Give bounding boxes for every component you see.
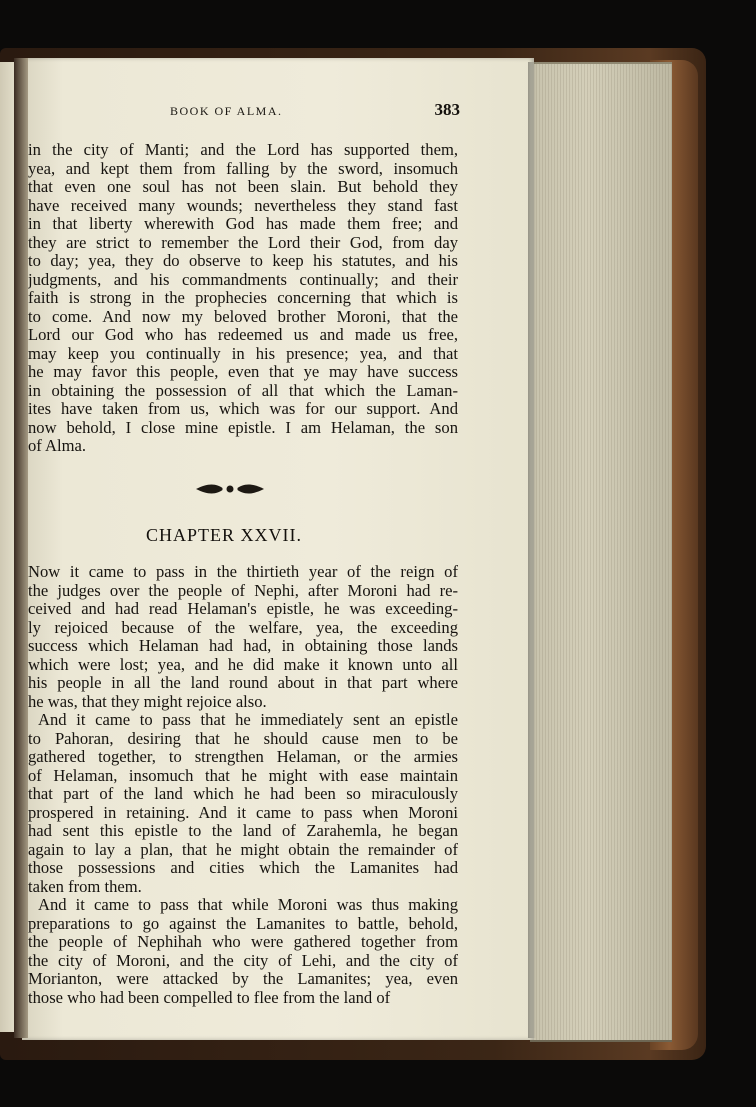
text-line: gathered together, to strengthen Helaman, or the armies [28, 748, 458, 766]
text-line: taken from them. [28, 877, 142, 896]
text-line: have received many wounds; nevertheless they stand fast [28, 196, 458, 215]
text-line: the judges over the people of Nephi, after Moroni had re- [28, 581, 458, 600]
text-line: Morianton, were attacked by the Lamanites; yea, even [28, 970, 458, 988]
page-number: 383 [434, 100, 460, 119]
text-line: he was, that they might rejoice also. [28, 692, 267, 711]
text-line: to come. And now my beloved brother Moroni, that the [28, 307, 458, 326]
text-line: Lord our God who has redeemed us and made us free, [28, 326, 458, 344]
text-line: had sent this epistle to the land of Zarahemla, he began [28, 822, 458, 840]
text-line: Now it came to pass in the thirtieth year of the reign of [28, 563, 458, 581]
text-line: prospered in retaining. And it came to pass when Moroni [28, 803, 458, 822]
text-line: that part of the land which he had been so miraculously [28, 785, 458, 803]
text-line: the city of Moroni, and the city of Lehi, and the city of [28, 951, 458, 970]
page-stack-edge [530, 62, 672, 1042]
text-line: success which Helaman had had, in obtaining those lands [28, 637, 458, 655]
text-line: to day; yea, they do observe to keep his statutes, and his [28, 252, 458, 270]
page-stack-shadow [528, 62, 536, 1038]
chapter-heading: CHAPTER XXVII. [146, 525, 302, 545]
text-line: And it came to pass that he immediately sent an epistle [38, 711, 458, 729]
text-line: yea, and kept them from falling by the sword, insomuch [28, 159, 458, 178]
running-head-title: BOOK OF ALMA. [170, 104, 283, 118]
text-line: preparations to go against the Lamanites to battle, behold, [28, 914, 458, 933]
running-head [30, 100, 460, 126]
text-line: that even one soul has not been slain. But behold they [28, 178, 458, 196]
ornament-divider-icon [194, 478, 266, 500]
text-line: now behold, I close mine epistle. I am Helaman, the son [28, 418, 458, 437]
text-line: may keep you continually in his presence; yea, and that [28, 344, 458, 363]
text-line: And it came to pass that while Moroni was thus making [38, 896, 458, 914]
text-line: of Alma. [28, 437, 87, 455]
text-block-epistle [28, 141, 458, 456]
text-line: again to lay a plan, that he might obtain the remainder of [28, 840, 458, 859]
text-line: to Pahoran, desiring that he should cause men to be [28, 729, 458, 748]
text-line: ceived and had read Helaman's epistle, he was exceeding- [28, 600, 458, 618]
text-line: ly rejoiced because of the welfare, yea, the exceeding [28, 618, 458, 637]
text-line: which were lost; yea, and he did make it known unto all [28, 655, 458, 674]
text-line: ites have taken from us, which was for our support. And [28, 400, 458, 418]
text-line: his people in all the land round about in that part where [28, 674, 458, 692]
text-line: judgments, and his commandments continually; and their [28, 270, 458, 289]
text-line: those possessions and cities which the Lamanites had [28, 859, 458, 877]
text-block-chapter [28, 563, 458, 1007]
text-line: in that liberty wherewith God has made them free; and [28, 215, 458, 233]
text-line: they are strict to remember the Lord their God, from day [28, 233, 458, 252]
page-gutter [14, 58, 28, 1038]
text-line: of Helaman, insomuch that he might with ease maintain [28, 766, 458, 785]
text-line: faith is strong in the prophecies concerning that which is [28, 289, 458, 307]
text-line: the people of Nephihah who were gathered together from [28, 933, 458, 951]
text-line: he may favor this people, even that ye may have success [28, 363, 458, 381]
text-line: those who had been compelled to flee from the land of [28, 988, 391, 1007]
text-line: in obtaining the possession of all that which the Laman- [28, 381, 458, 400]
text-line: in the city of Manti; and the Lord has supported them, [28, 141, 458, 159]
